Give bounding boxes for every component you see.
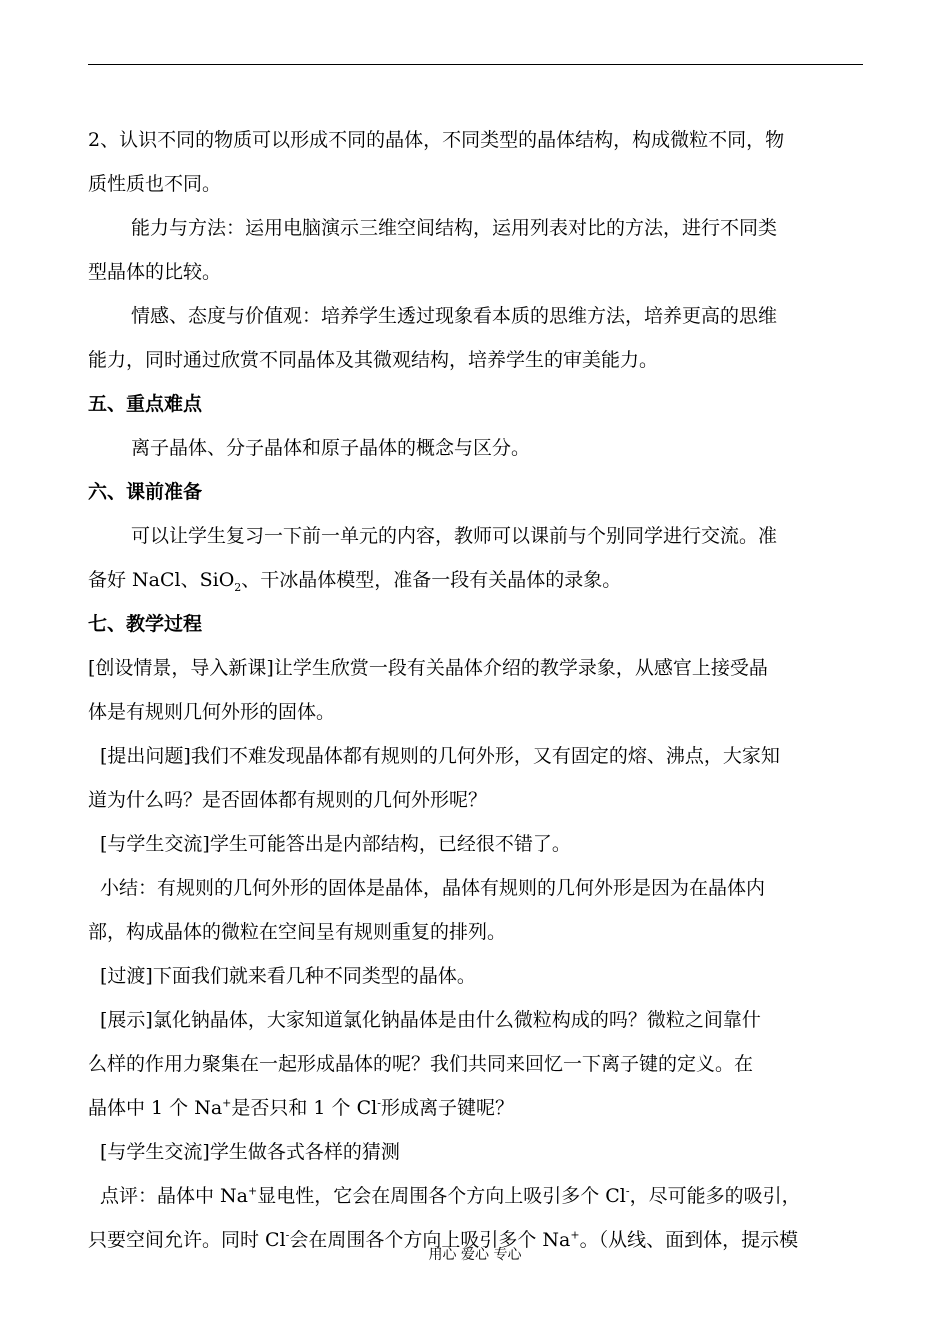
paragraph-line: 小结：有规则的几何外形的固体是晶体，晶体有规则的几何外形是因为在晶体内 — [100, 877, 766, 899]
paragraph-line — [88, 558, 863, 602]
paragraph-line: 部，构成晶体的微粒在空间呈有规则重复的排列。 — [88, 921, 507, 943]
paragraph-line — [88, 1174, 863, 1218]
text-run: 点评：晶体中 Na — [100, 1185, 248, 1207]
paragraph-line: 2、认识不同的物质可以形成不同的晶体，不同类型的晶体结构，构成微粒不同，物 — [88, 129, 785, 151]
superscript: + — [248, 1184, 258, 1198]
text-run: 是否只和 1 个 Cl — [231, 1097, 378, 1119]
superscript: - — [377, 1096, 381, 1110]
superscript: - — [625, 1184, 630, 1198]
paragraph-line: [提出问题]我们不难发现晶体都有规则的几何外形，又有固定的熔、沸点，大家知 — [100, 745, 780, 767]
document-body — [88, 118, 863, 1262]
text-run: 会在周围各个方向上吸引多个 Na — [289, 1229, 571, 1251]
superscript: + — [222, 1096, 232, 1110]
paragraph-line: 能力与方法：运用电脑演示三维空间结构，运用列表对比的方法，进行不同类 — [131, 217, 778, 239]
text-run: 显电性，它会在周围各个方向上吸引多个 Cl — [257, 1185, 626, 1207]
text-run: 备好 NaCl、SiO — [88, 569, 235, 591]
superscript: - — [285, 1228, 290, 1242]
text-run: 。（从线、面到体，提示模 — [579, 1229, 799, 1251]
paragraph-line: 么样的作用力聚集在一起形成晶体的呢？我们共同来回忆一下离子键的定义。在 — [88, 1053, 754, 1075]
paragraph-line: [过渡]下面我们就来看几种不同类型的晶体。 — [100, 965, 476, 987]
superscript: + — [570, 1228, 580, 1242]
subscript: 2 — [234, 580, 242, 594]
text-run: 晶体中 1 个 Na — [88, 1097, 223, 1119]
paragraph-line — [88, 1086, 863, 1130]
paragraph-line: [与学生交流]学生做各式各样的猜测 — [100, 1141, 400, 1163]
paragraph-line: [创设情景，导入新课]让学生欣赏一段有关晶体介绍的教学录象，从感官上接受晶 — [88, 657, 768, 679]
text-run: 只要空间允许。同时 Cl — [88, 1229, 286, 1251]
paragraph-line: 质性质也不同。 — [88, 173, 222, 195]
section-heading: 五、重点难点 — [88, 393, 203, 415]
paragraph-line: 道为什么吗？是否固体都有规则的几何外形呢？ — [88, 789, 488, 811]
text-run: ，尽可能多的吸引， — [629, 1185, 801, 1207]
section-heading: 六、课前准备 — [88, 481, 203, 503]
paragraph-line: 可以让学生复习一下前一单元的内容，教师可以课前与个别同学进行交流。准 — [131, 525, 778, 547]
text-run: 、干冰晶体模型，准备一段有关晶体的录象。 — [241, 569, 622, 591]
header-rule — [88, 64, 863, 65]
paragraph-line: 情感、态度与价值观：培养学生透过现象看本质的思维方法，培养更高的思维 — [131, 305, 778, 327]
paragraph-line: 体是有规则几何外形的固体。 — [88, 701, 336, 723]
paragraph-line: 能力，同时通过欣赏不同晶体及其微观结构，培养学生的审美能力。 — [88, 349, 659, 371]
section-heading: 七、教学过程 — [88, 613, 203, 635]
page-footer: 用心 爱心 专心 — [428, 1247, 522, 1263]
paragraph-line: 离子晶体、分子晶体和原子晶体的概念与区分。 — [131, 437, 531, 459]
paragraph-line: 型晶体的比较。 — [88, 261, 222, 283]
paragraph-line: [与学生交流]学生可能答出是内部结构，已经很不错了。 — [100, 833, 571, 855]
paragraph-line: [展示]氯化钠晶体，大家知道氯化钠晶体是由什么微粒构成的吗？微粒之间靠什 — [100, 1009, 761, 1031]
text-run: 形成离子键呢？ — [380, 1097, 514, 1119]
